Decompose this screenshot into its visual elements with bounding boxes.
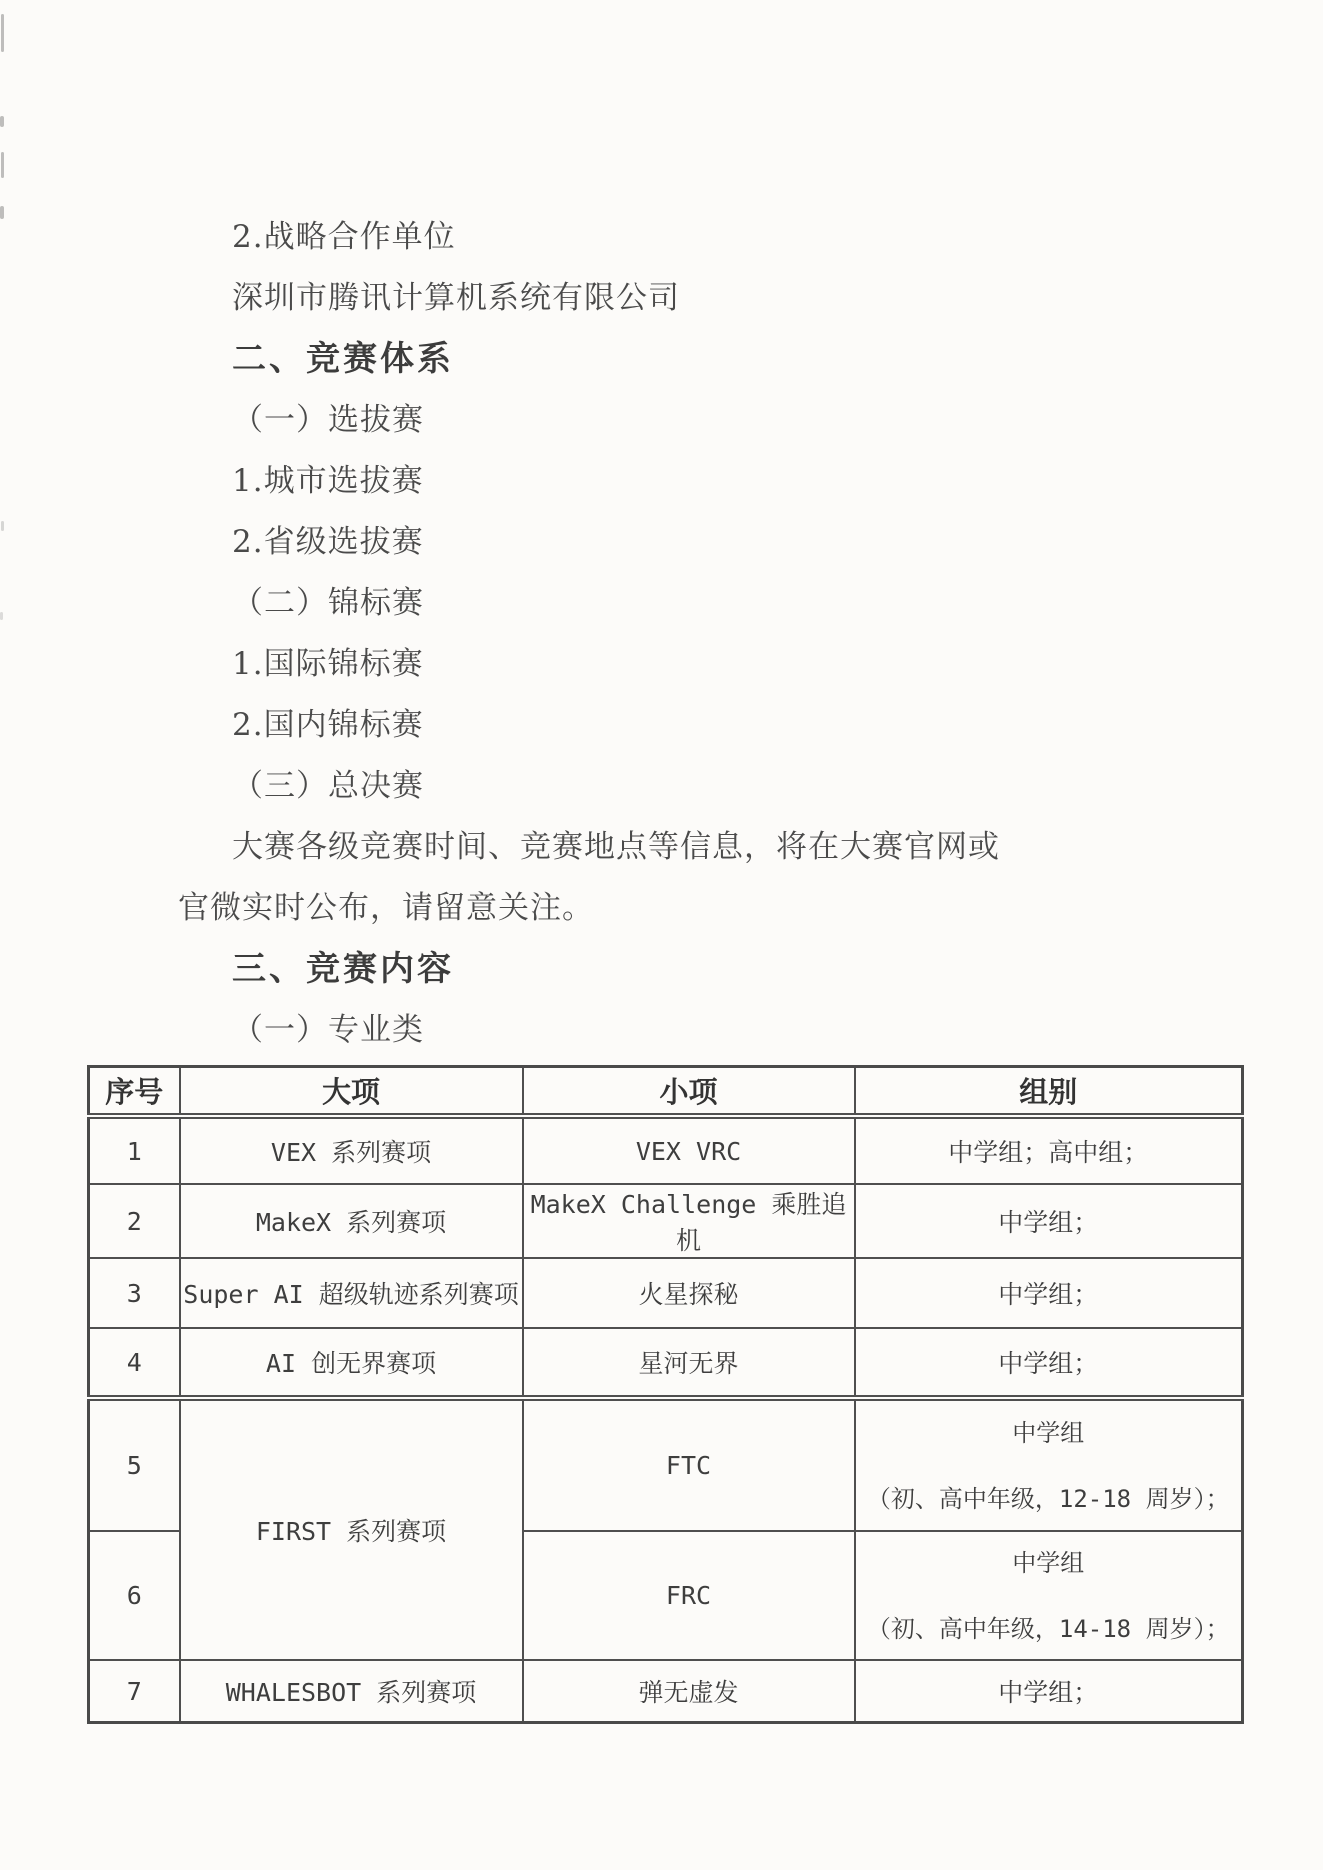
table-row xyxy=(89,1328,1243,1398)
cell-minor: 火星探秘 xyxy=(523,1258,855,1328)
cell-no: 6 xyxy=(89,1531,180,1660)
cell-no: 3 xyxy=(89,1258,180,1328)
cell-group: 中学组； xyxy=(855,1660,1243,1723)
item-domestic-championship: 2.国内锦标赛 xyxy=(232,707,424,743)
cell-major: AI 创无界赛项 xyxy=(180,1328,523,1398)
document-body xyxy=(0,207,1323,1061)
table-row xyxy=(89,1184,1243,1258)
cell-group xyxy=(855,1398,1243,1531)
cell-minor: FTC xyxy=(523,1398,855,1531)
item-city-selection: 1.城市选拔赛 xyxy=(232,463,424,499)
cell-no: 2 xyxy=(89,1184,180,1258)
paragraph-strategic-partner-label: 2.战略合作单位 xyxy=(232,219,456,255)
cell-minor: VEX VRC xyxy=(523,1116,855,1184)
cell-group: 中学组； xyxy=(855,1328,1243,1398)
cell-minor: 星河无界 xyxy=(523,1328,855,1398)
item-provincial-selection: 2.省级选拔赛 xyxy=(232,524,424,560)
cell-major: MakeX 系列赛项 xyxy=(180,1184,523,1258)
column-header-major: 大项 xyxy=(180,1067,523,1117)
column-header-minor: 小项 xyxy=(523,1067,855,1117)
subsection-championship: （二）锦标赛 xyxy=(232,585,424,621)
subsection-selection-round: （一）选拔赛 xyxy=(232,402,424,438)
paragraph-schedule-notice-line1: 大赛各级竞赛时间、竞赛地点等信息，将在大赛官网或 xyxy=(232,829,1000,865)
table-row xyxy=(89,1116,1243,1184)
cell-group xyxy=(855,1531,1243,1660)
group-line: 中学组 xyxy=(1012,1418,1085,1447)
cell-major: WHALESBOT 系列赛项 xyxy=(180,1660,523,1723)
cell-no: 1 xyxy=(89,1116,180,1184)
table-row xyxy=(89,1660,1243,1723)
cell-group: 中学组；高中组； xyxy=(855,1116,1243,1184)
item-international-championship: 1.国际锦标赛 xyxy=(232,646,424,682)
cell-minor: MakeX Challenge 乘胜追机 xyxy=(523,1184,855,1258)
cell-no: 7 xyxy=(89,1660,180,1723)
group-line: （初、高中年级，12-18 周岁）； xyxy=(866,1484,1230,1513)
scan-artifact xyxy=(0,116,4,127)
paragraph-strategic-partner-name: 深圳市腾讯计算机系统有限公司 xyxy=(232,280,680,316)
scan-artifact xyxy=(1,152,4,178)
cell-no: 4 xyxy=(89,1328,180,1398)
column-header-no: 序号 xyxy=(89,1067,180,1117)
table-row xyxy=(89,1258,1243,1328)
cell-major: VEX 系列赛项 xyxy=(180,1116,523,1184)
group-line: （初、高中年级，14-18 周岁）； xyxy=(866,1614,1230,1643)
cell-minor: FRC xyxy=(523,1531,855,1660)
subsection-finals: （三）总决赛 xyxy=(232,768,424,804)
subsection-professional-category: （一）专业类 xyxy=(232,1012,424,1048)
group-line: 中学组 xyxy=(1012,1548,1085,1577)
column-header-group: 组别 xyxy=(855,1067,1243,1117)
competition-events-table xyxy=(87,1065,1244,1724)
cell-group: 中学组； xyxy=(855,1184,1243,1258)
cell-no: 5 xyxy=(89,1398,180,1531)
section-heading-competition-system: 二、竞赛体系 xyxy=(232,340,454,378)
paragraph-schedule-notice-line2: 官微实时公布，请留意关注。 xyxy=(178,890,594,926)
table-header-row xyxy=(89,1067,1243,1117)
cell-minor: 弹无虚发 xyxy=(523,1660,855,1723)
table-row xyxy=(89,1398,1243,1531)
scan-artifact xyxy=(1,14,4,52)
section-heading-competition-content: 三、竞赛内容 xyxy=(232,950,454,988)
cell-major-merged: FIRST 系列赛项 xyxy=(180,1398,523,1660)
cell-group: 中学组； xyxy=(855,1258,1243,1328)
cell-major: Super AI 超级轨迹系列赛项 xyxy=(180,1258,523,1328)
